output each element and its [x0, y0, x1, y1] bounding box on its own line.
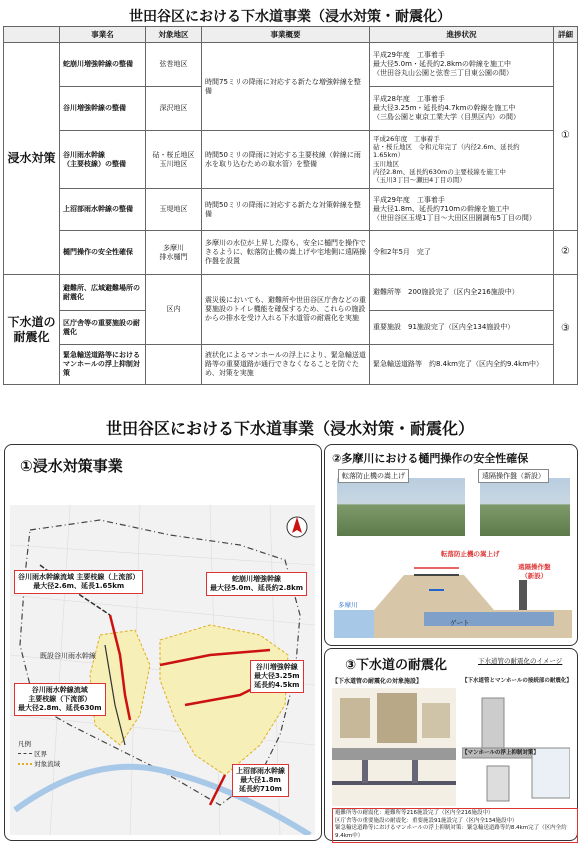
row-area: 弦巻地区 — [146, 43, 202, 87]
row-progress: 平成29年度 工事着手 最大径5.0m・延長約2.8kmの幹線を施工中 （世田谷丸山公園と弦巻三丁目東公園の間） — [370, 43, 554, 87]
row-summary: 震災後においても、避難所や世田谷区庁舎などの重要施設のトイレ機能を確保するため、これらの施設からの排水を受け入れる下水道管の耐震化を実施 — [202, 275, 370, 345]
label-kakinuma-upper: 谷川雨水幹線流域 主要枝線（上流部） 最大径2.6m、延長1.65km — [14, 570, 143, 594]
label-kakinuma-lower: 谷川雨水幹線流域 主要枝線（下流部） 最大径2.8m、延長630m — [14, 683, 106, 716]
legend-item: 対象流域 — [18, 760, 78, 770]
panel3-image-title: 下水道管の耐震化のイメージ — [478, 657, 563, 665]
header-blank — [4, 27, 60, 43]
panel3-notes — [332, 808, 578, 843]
header-area: 対象地区 — [146, 27, 202, 43]
row-summary: 時間50ミリの降雨に対応する新たな対策幹線を整備 — [202, 189, 370, 231]
projects-table — [3, 26, 578, 385]
row-area — [146, 345, 202, 385]
panel3-sub-right: 【下水道管とマンホールの接続部の耐震化】 — [462, 678, 572, 684]
table-row — [4, 43, 578, 87]
row-name: 避難所、広域避難場所の耐震化 — [60, 275, 146, 311]
panel3-sub-left: 【下水道管の耐震化の対象施設】 — [332, 678, 423, 685]
table-row — [4, 131, 578, 189]
manhole-illustration — [462, 688, 570, 806]
table-row — [4, 231, 578, 275]
row-progress: 平成26年度 工事着手 砧・桜丘地区 令和元年完了（内径2.6m、延長約1.65km） 玉川地区 内径2.8m、延長約630mの主要枝線を施工中 （玉川3丁目～瀬田4丁目の間） — [370, 131, 554, 189]
row-name: 蛇崩川増強幹線の整備 — [60, 43, 146, 87]
row-area: 区内 — [146, 275, 202, 345]
label-jakuzure: 蛇崩川増強幹線 最大径5.0m、延長約2.8km — [206, 572, 307, 596]
row-progress: 平成28年度 工事着手 最大径3.25m・延長約4.7kmの幹線を施工中 （三島公園と東京工業大学（目黒区内）の間） — [370, 87, 554, 131]
panel1-title: ①浸水対策事業 — [20, 457, 123, 475]
diagram-river-label: 多摩川 — [338, 601, 358, 609]
header-summary: 事業概要 — [202, 27, 370, 43]
row-summary: 時間50ミリの降雨に対応する主要枝線（幹線に雨水を取り込むための取水管）を整備 — [202, 131, 370, 189]
map-legend — [18, 740, 78, 769]
photo-fall-prevention — [337, 478, 465, 536]
note-line: 緊急輸送道路等におけるマンホールの浮上抑制対策：緊急輸送道路等約8.4km完了（区内全約9.4km中） — [335, 825, 567, 840]
row-area: 玉堤地区 — [146, 189, 202, 231]
table-row — [4, 345, 578, 385]
row-progress: 平成29年度 工事着手 最大径1.8m、延長約710mの幹線を施工中 （世田谷区玉堤1丁目～大田区田園調布5丁目の間） — [370, 189, 554, 231]
row-name: 緊急輸送道路等における マンホールの浮上抑制対策 — [60, 345, 146, 385]
seismic-city-illustration — [332, 688, 456, 806]
diagram-remote-label: 遠隔操作盤 （新設） — [518, 563, 551, 580]
label-kaminuma: 上沼部雨水幹線 最大径1.8m 延長約710m — [232, 764, 289, 797]
row-summary: 多摩川の水位が上昇した際も、安全に樋門を操作できるように、転落防止機の嵩上げや宅地側に遠隔操作盤を設置 — [202, 231, 370, 275]
figure-title: 世田谷区における下水道事業（浸水対策・耐震化） — [105, 419, 474, 438]
row-name: 樋門操作の安全性確保 — [60, 231, 146, 275]
header-detail: 詳細 — [554, 27, 578, 43]
photo-remote-panel — [480, 478, 570, 536]
row-progress: 避難所等 200施設完了（区内全216施設中） — [370, 275, 554, 311]
row-progress: 重要施設 91施設完了（区内全134施設中） — [370, 311, 554, 345]
row-detail: ③ — [554, 275, 578, 385]
row-detail: ② — [554, 231, 578, 275]
legend-title: 凡例 — [18, 740, 31, 748]
header-progress: 進捗状況 — [370, 27, 554, 43]
photo-left-caption: 転落防止機の嵩上げ — [338, 469, 409, 483]
row-summary: 時間75ミリの降雨に対応する新たな増強幹線を整備 — [202, 43, 370, 131]
table-header-row — [4, 27, 578, 43]
table-row — [4, 275, 578, 311]
row-progress: 令和2年5月 完了 — [370, 231, 554, 275]
row-name: 谷川増強幹線の整備 — [60, 87, 146, 131]
row-name: 谷川雨水幹線 （主要枝線）の整備 — [60, 131, 146, 189]
category-flood: 浸水対策 — [4, 43, 60, 275]
note-line: 区庁舎等の重要施設の耐震化：重要施設91施設完了（区内全134施設中） — [335, 817, 518, 824]
page-title: 世田谷区における下水道事業（浸水対策・耐震化） — [129, 9, 451, 25]
row-area: 砧・桜丘地区 玉川地区 — [146, 131, 202, 189]
header-name: 事業名 — [60, 27, 146, 43]
label-existing-trunk: 既設谷川雨水幹線 — [40, 652, 96, 660]
row-area: 多摩川 排水樋門 — [146, 231, 202, 275]
panel3-title: ③下水道の耐震化 — [345, 658, 448, 673]
label-yagawa: 谷川増強幹線 最大径3.25m 延長約4.5km — [250, 660, 304, 693]
panel3-sub-right2: 【マンホールの浮上抑制対策】 — [462, 750, 539, 756]
diagram-gate-label: ゲート — [450, 619, 470, 627]
row-progress: 緊急輸送道路等 約8.4km完了（区内全約9.4km中） — [370, 345, 554, 385]
note-line: 避難所等の耐震化：避難所等216施設完了（区内全216施設中） — [335, 810, 494, 816]
diagram-raise-label: 転落防止機の嵩上げ — [441, 550, 500, 558]
photo-right-caption: 遠隔操作盤（新設） — [478, 469, 549, 483]
panel2-title: ②多摩川における樋門操作の安全性確保 — [332, 452, 529, 465]
row-name: 区庁舎等の重要施設の耐震化 — [60, 311, 146, 345]
category-quake: 下水道の 耐震化 — [4, 275, 60, 385]
row-area: 深沢地区 — [146, 87, 202, 131]
table-row — [4, 189, 578, 231]
row-detail: ① — [554, 43, 578, 231]
row-name: 上沼部雨水幹線の整備 — [60, 189, 146, 231]
legend-item: 区界 — [18, 750, 78, 760]
row-summary: 液状化によるマンホールの浮上により、緊急輸送道路等の重要道路が通行できなくなることを防ぐため、対策を実施 — [202, 345, 370, 385]
